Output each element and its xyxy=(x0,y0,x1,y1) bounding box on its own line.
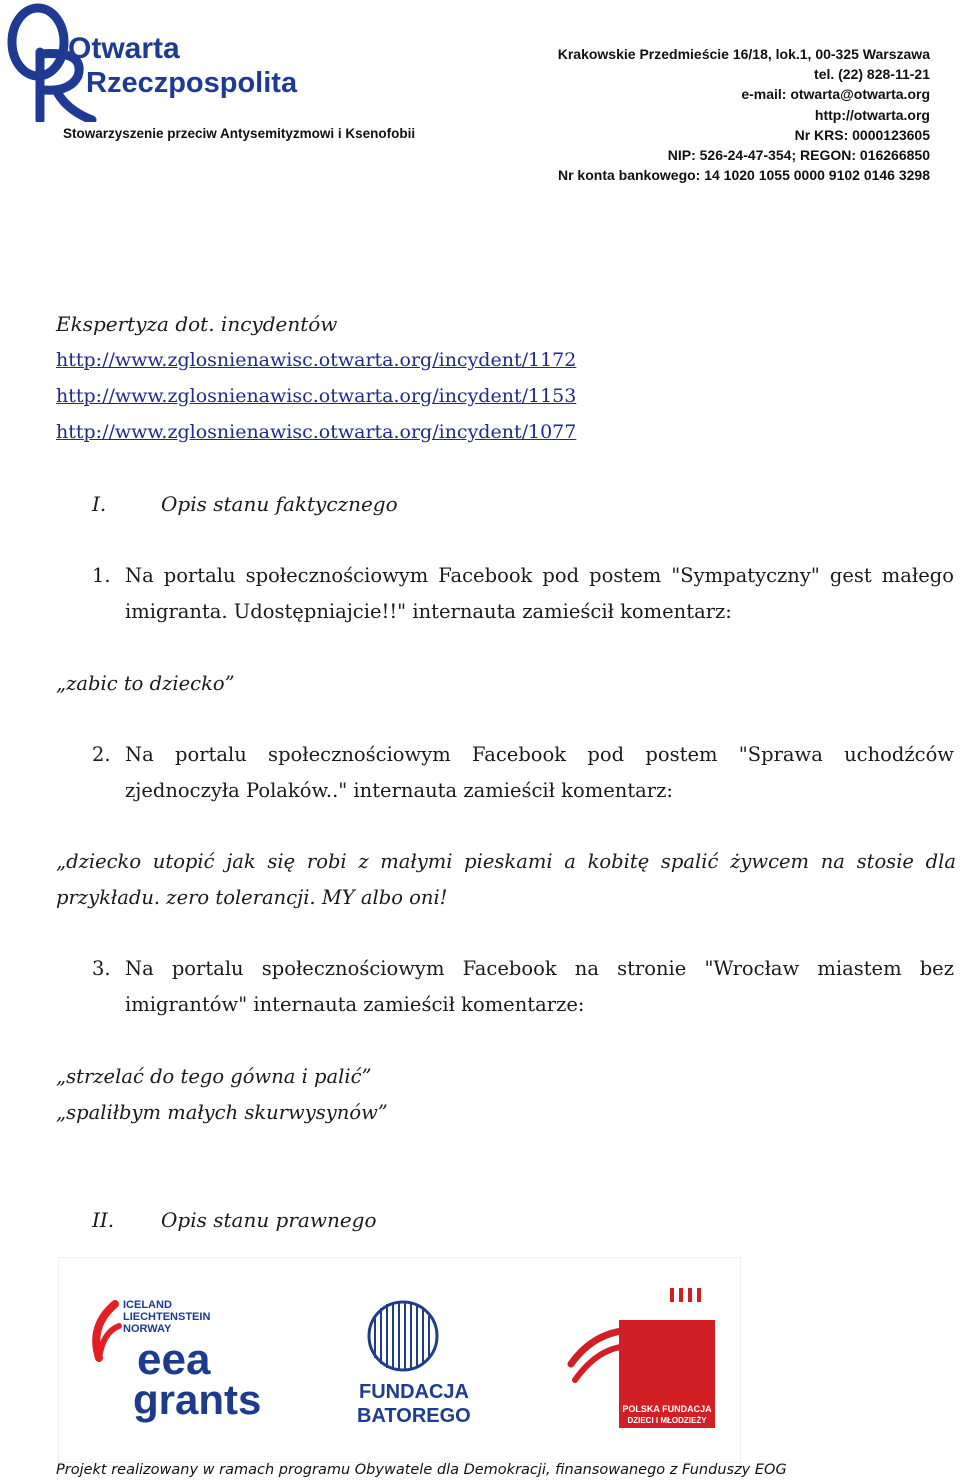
item-1-quote: „zabic to dziecko” xyxy=(56,672,235,695)
contact-nip: NIP: 526-24-47-354; REGON: 016266850 xyxy=(667,147,930,164)
fundacja-batorego-logo xyxy=(355,1296,495,1431)
svg-text:BATOREGO: BATOREGO xyxy=(357,1405,471,1427)
item-3-quote-2: „spaliłbym małych skurwysynów” xyxy=(56,1101,388,1124)
contact-email[interactable]: e-mail: otwarta@otwarta.org xyxy=(741,86,930,103)
section-2-title: Opis stanu prawnego xyxy=(161,1208,377,1232)
footer-note: Projekt realizowany w ramach programu Obywatele dla Demokracji, finansowanego z Funduszy EOG xyxy=(56,1462,787,1478)
logo-word-2: Rzeczpospolita xyxy=(86,67,298,99)
svg-text:ICELAND: ICELAND xyxy=(123,1299,172,1311)
pfdm-logo xyxy=(565,1284,725,1434)
contact-address: Krakowskie Przedmieście 16/18, lok.1, 00-325 Warszawa xyxy=(557,46,930,62)
document-title: Ekspertyza dot. incydentów xyxy=(56,312,338,336)
incident-link-1153[interactable]: http://www.zglosnienawisc.otwarta.org/incydent/1153 xyxy=(56,385,577,407)
logo-word-1: Otwarta xyxy=(68,32,180,65)
svg-text:NORWAY: NORWAY xyxy=(123,1323,172,1335)
item-3-text: Na portalu społecznościowym Facebook na stronie "Wrocław miastem bez imigrantów" internauta zamieścił komentarze: xyxy=(125,957,954,1016)
section-2-number: II. xyxy=(92,1208,115,1232)
svg-text:eea: eea xyxy=(137,1335,211,1384)
item-2-text: Na portalu społecznościowym Facebook pod postem "Sprawa uchodźców zjednoczyła Polaków.." internauta zamieścił komentarz: xyxy=(125,743,954,802)
incident-link-1077[interactable]: http://www.zglosnienawisc.otwarta.org/incydent/1077 xyxy=(56,421,577,443)
contact-block xyxy=(558,44,930,185)
item-2-quote: „dziecko utopić jak się robi z małymi pieskami a kobitę spalić żywcem na stosie dla przykładu. zero tolerancji. MY albo oni! xyxy=(56,850,956,909)
section-1-title: Opis stanu faktycznego xyxy=(161,492,398,516)
item-3-quote-1: „strzelać do tego gówna i palić” xyxy=(56,1065,372,1088)
section-1-number: I. xyxy=(92,492,107,516)
contact-website[interactable]: http://otwarta.org xyxy=(814,106,930,123)
svg-text:FUNDACJA: FUNDACJA xyxy=(359,1381,469,1403)
item-1-text: Na portalu społecznościowym Facebook pod postem "Sympatyczny" gest małego imigranta. Udostępniajcie!!" internauta zamieścił komentarz: xyxy=(125,564,954,623)
item-3-number: 3. xyxy=(92,957,111,980)
contact-phone: tel. (22) 828-11-21 xyxy=(814,66,930,83)
contact-krs: Nr KRS: 0000123605 xyxy=(794,126,930,143)
svg-text:LIECHTENSTEIN: LIECHTENSTEIN xyxy=(123,1311,211,1323)
org-subtitle: Stowarzyszenie przeciw Antysemityzmowi i Ksenofobii xyxy=(63,126,416,141)
eea-grants-logo xyxy=(85,1296,275,1426)
svg-text:DZIECI I MŁODZIEŻY: DZIECI I MŁODZIEŻY xyxy=(627,1416,707,1425)
sponsor-logos xyxy=(58,1257,741,1463)
incident-link-1172[interactable]: http://www.zglosnienawisc.otwarta.org/incydent/1172 xyxy=(56,349,577,371)
svg-text:POLSKA FUNDACJA: POLSKA FUNDACJA xyxy=(622,1404,712,1414)
contact-bank: Nr konta bankowego: 14 1020 1055 0000 9102 0146 3298 xyxy=(557,167,930,184)
item-1-number: 1. xyxy=(92,564,111,587)
otwarta-logo xyxy=(4,2,304,122)
item-2-number: 2. xyxy=(92,743,111,766)
svg-text:grants: grants xyxy=(133,1376,262,1423)
